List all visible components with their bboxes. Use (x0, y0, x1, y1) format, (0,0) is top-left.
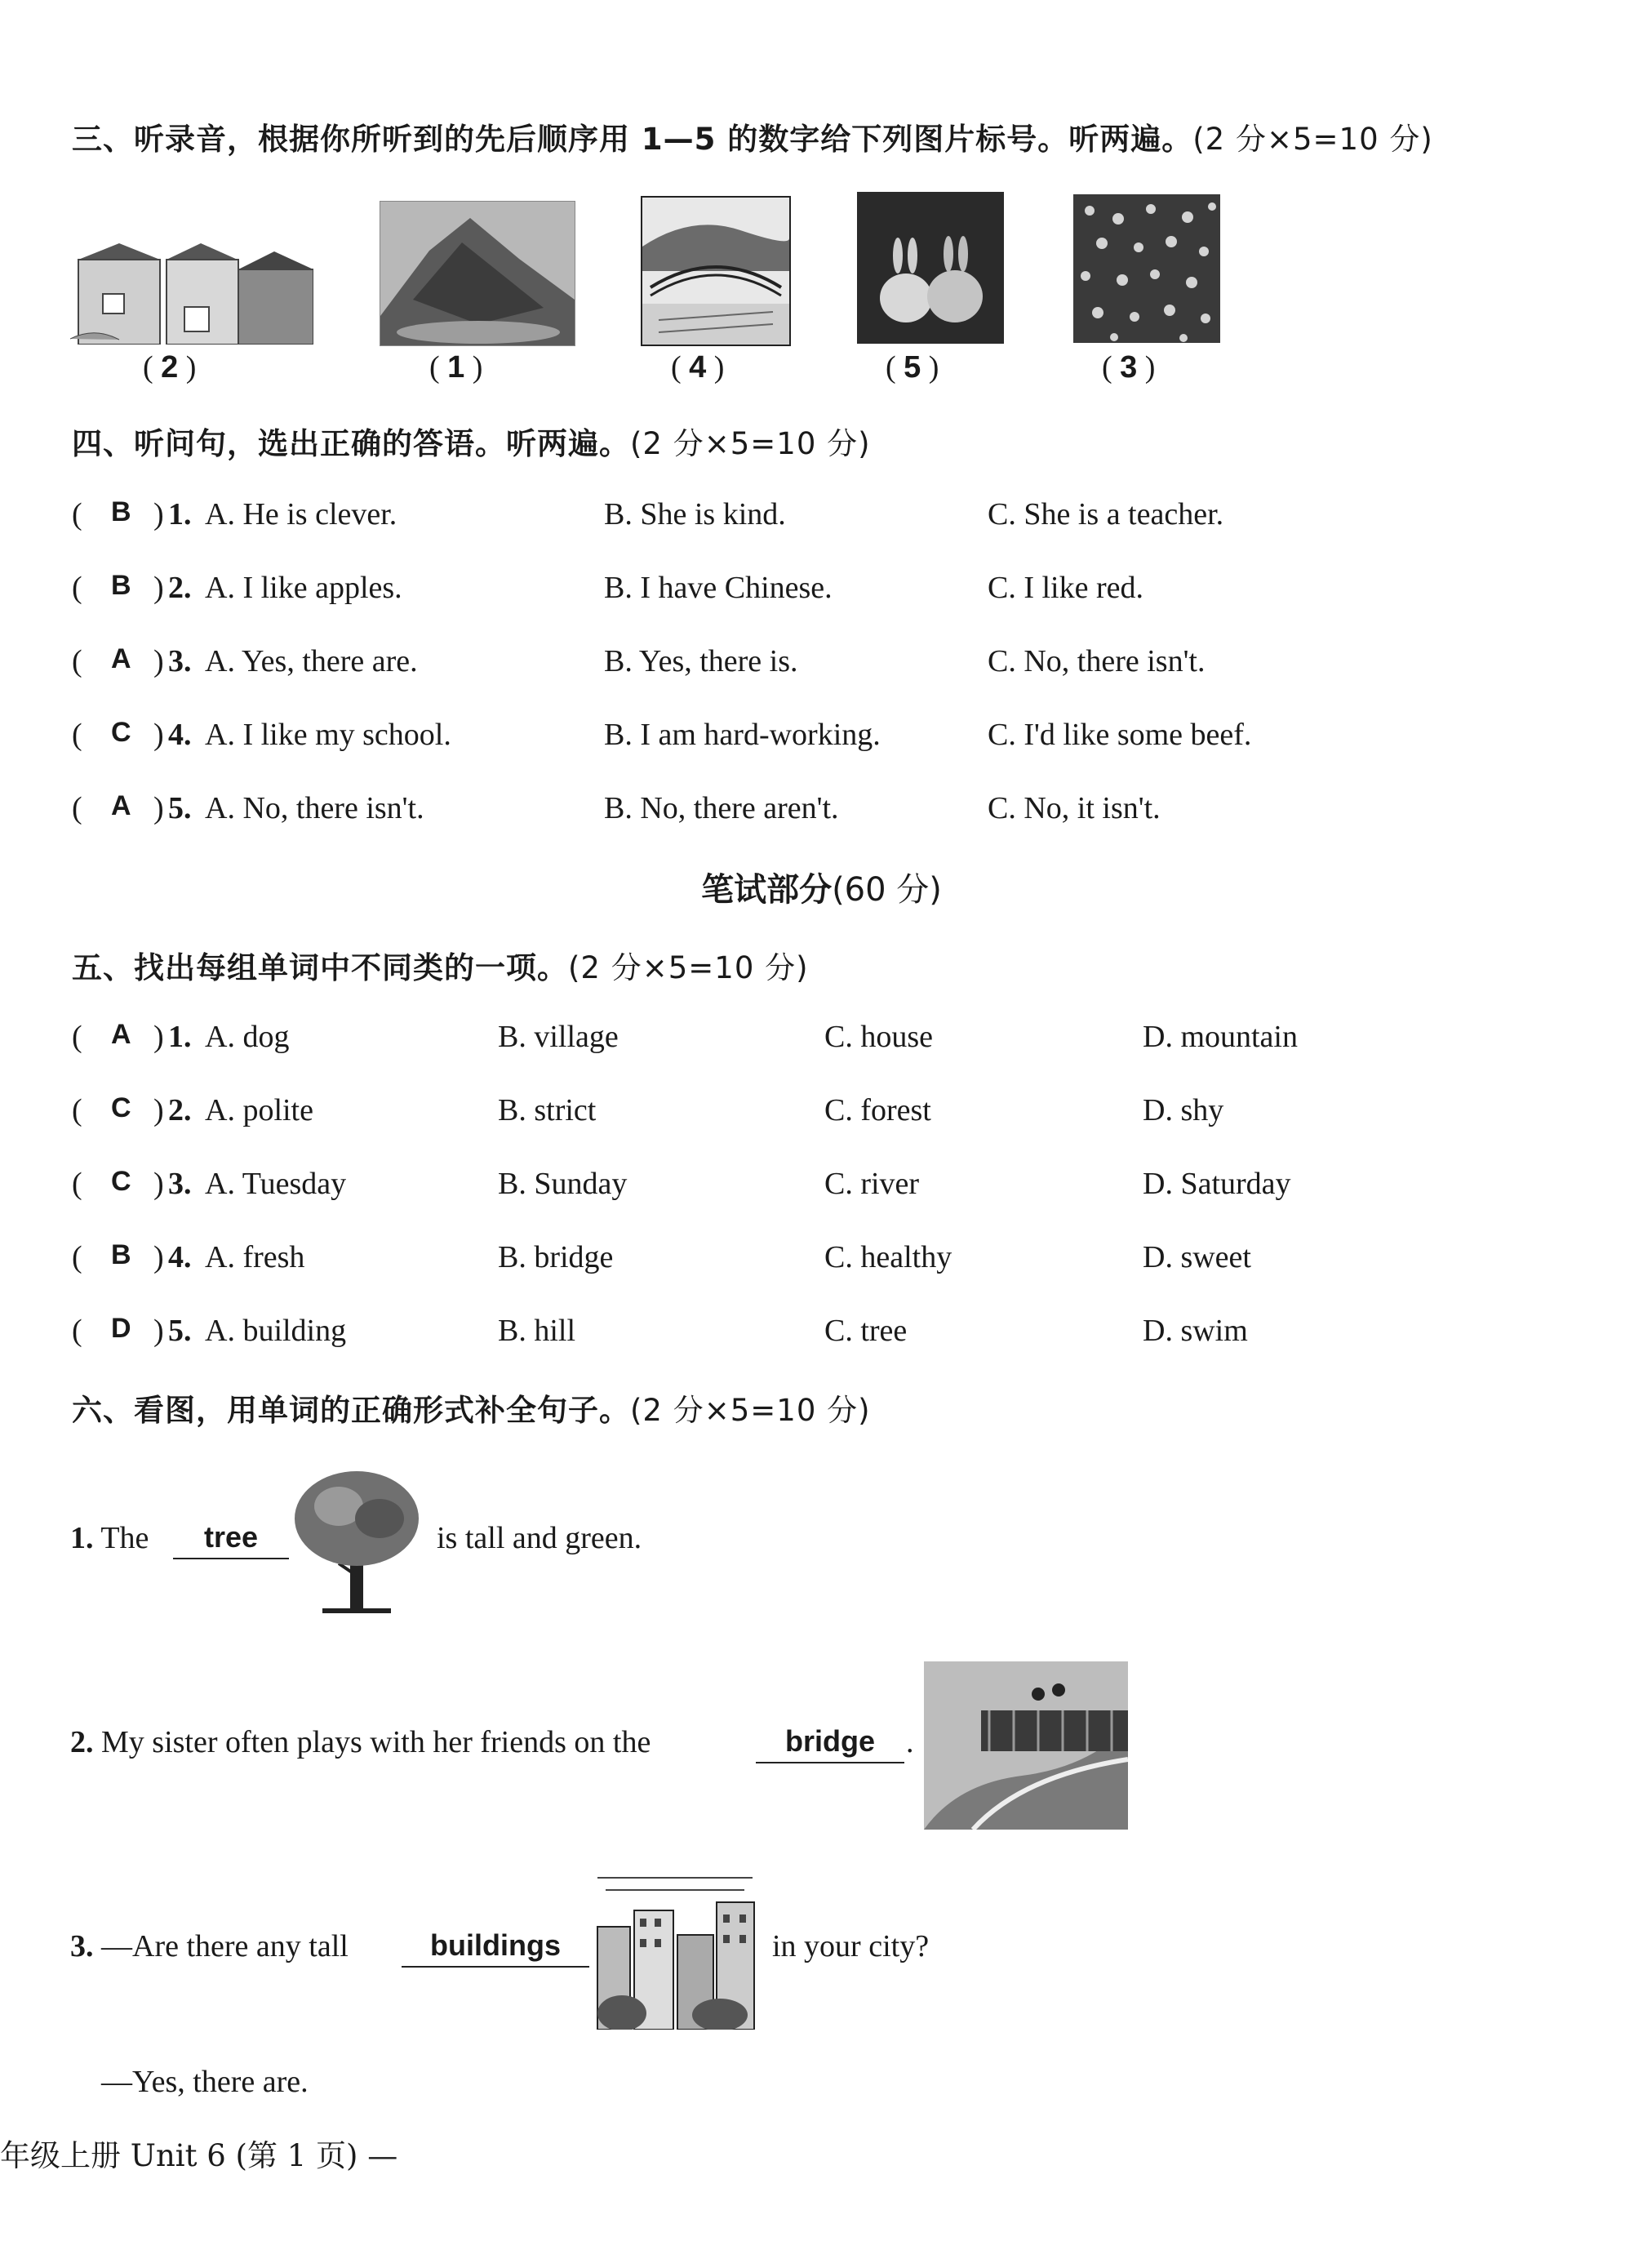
sentence-2-end: . (906, 1725, 914, 1759)
section-5-title: 五、找出每组单词中不同类的一项。(2 分×5=10 分) (72, 950, 809, 985)
houses-picture (70, 237, 313, 345)
answer-blank[interactable]: B (111, 496, 131, 527)
blank-input-2[interactable]: bridge (756, 1724, 904, 1763)
flowers-picture (1073, 194, 1220, 343)
blank-input-1[interactable]: tree (173, 1520, 289, 1559)
sentence-1-number-and-start: 1. The (70, 1521, 149, 1555)
listening-question-1: ( B ) 1. A. He is clever. B. She is kind. C. She is a teacher. (72, 496, 1224, 531)
picture-2-answer[interactable]: ( 1 ) (429, 350, 483, 385)
section-3-title: 三、听录音，根据你所听到的先后顺序用 1—5 的数字给下列图片标号。听两遍。(2 分×5=10 分) (72, 122, 1433, 157)
answer-blank[interactable]: A (111, 643, 131, 674)
odd-one-out-question-5: ( D ) 5. A. building B. hill C. tree D. swim (72, 1313, 1248, 1348)
listening-question-5: ( A ) 5. A. No, there isn't. B. No, there aren't. C. No, it isn't. (72, 790, 1161, 825)
river-bridge-picture (641, 196, 791, 346)
sentence-3-end: in your city? (772, 1929, 930, 1963)
picture-4-answer[interactable]: ( 5 ) (886, 350, 939, 385)
odd-one-out-question-3: ( C ) 3. A. Tuesday B. Sunday C. river D. Saturday (72, 1166, 1291, 1201)
answer-blank[interactable]: C (111, 1166, 131, 1197)
tree-picture (290, 1461, 424, 1615)
odd-one-out-question-1: ( A ) 1. A. dog B. village C. house D. mountain (72, 1019, 1298, 1054)
listening-question-3: ( A ) 3. A. Yes, there are. B. Yes, there is. C. No, there isn't. (72, 643, 1206, 678)
listening-question-2: ( B ) 2. A. I like apples. B. I have Chinese. C. I like red. (72, 570, 1144, 605)
answer-blank[interactable]: C (111, 717, 131, 748)
section-4-title: 四、听问句，选出正确的答语。听两遍。(2 分×5=10 分) (72, 426, 871, 461)
city-buildings-picture (589, 1870, 762, 2030)
sentence-1-end: is tall and green. (437, 1521, 642, 1555)
bridge-picture (924, 1661, 1128, 1830)
odd-one-out-question-2: ( C ) 2. A. polite B. strict C. forest D. shy (72, 1092, 1224, 1127)
page-footer: 年级上册 Unit 6 (第 1 页) — (0, 2138, 398, 2173)
sentence-3-start: 3. —Are there any tall (70, 1929, 349, 1963)
answer-blank[interactable]: A (111, 1019, 131, 1050)
listening-question-4: ( C ) 4. A. I like my school. B. I am hard-working. C. I'd like some beef. (72, 717, 1252, 752)
answer-blank[interactable]: C (111, 1092, 131, 1123)
answer-blank[interactable]: A (111, 790, 131, 821)
sentence-2-start: 2. My sister often plays with her friends on the (70, 1725, 651, 1759)
blank-input-3[interactable]: buildings (402, 1928, 589, 1968)
answer-blank[interactable]: B (111, 1239, 131, 1270)
mountain-picture (380, 201, 575, 346)
picture-1-answer[interactable]: ( 2 ) (143, 350, 197, 385)
sentence-3-reply: —Yes, there are. (101, 2065, 309, 2099)
rabbits-picture (857, 192, 1004, 344)
answer-blank[interactable]: B (111, 570, 131, 601)
answer-blank[interactable]: D (111, 1313, 131, 1344)
section-6-title: 六、看图，用单词的正确形式补全句子。(2 分×5=10 分) (72, 1393, 871, 1428)
written-part-heading: 笔试部分(60 分) (701, 871, 942, 909)
picture-3-answer[interactable]: ( 4 ) (671, 350, 725, 385)
odd-one-out-question-4: ( B ) 4. A. fresh B. bridge C. healthy D. sweet (72, 1239, 1251, 1274)
picture-5-answer[interactable]: ( 3 ) (1102, 350, 1156, 385)
